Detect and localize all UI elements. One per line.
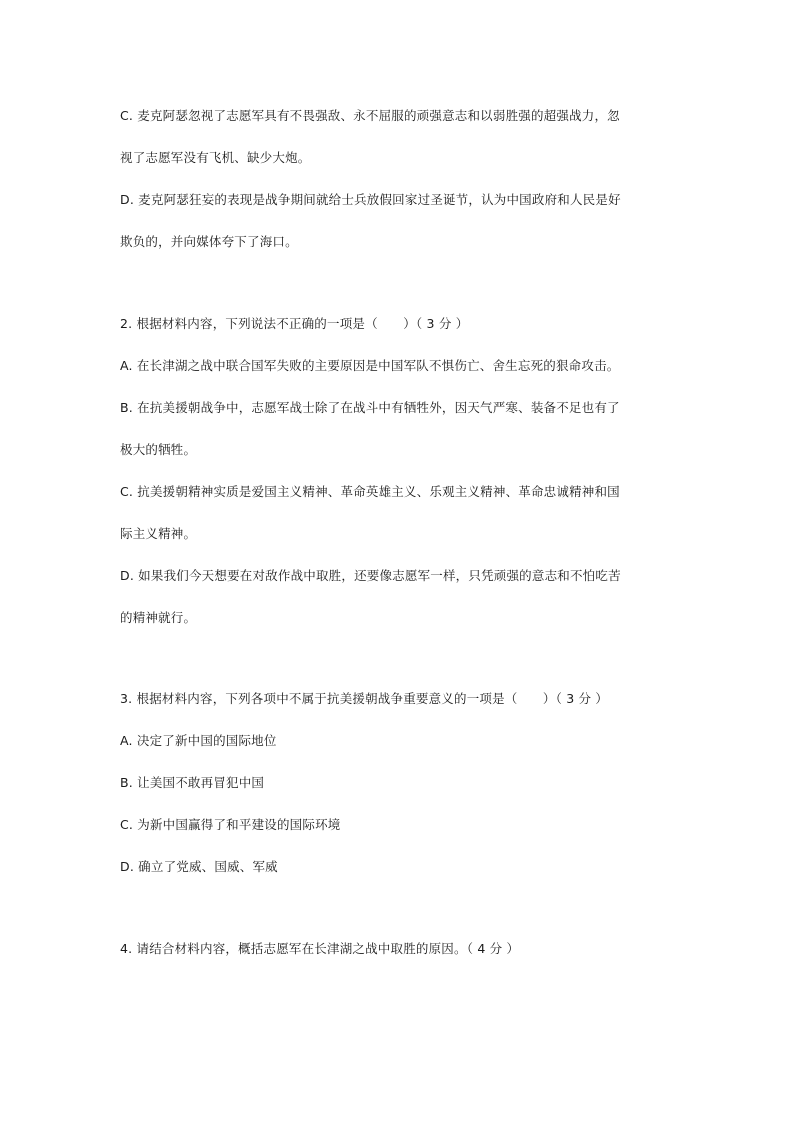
q3-option-d: D. 确立了党威、国威、军威	[120, 859, 278, 874]
q1-option-d-line2: 欺负的，并向媒体夸下了海口。	[120, 234, 298, 249]
q2-option-d-line2: 的精神就行。	[120, 610, 197, 625]
q2-stem: 2. 根据材料内容，下列说法不正确的一项是（ ）（ 3 分 ）	[120, 316, 469, 331]
q3-option-b: B. 让美国不敢再冒犯中国	[120, 775, 265, 790]
q2-option-c-line2: 际主义精神。	[120, 526, 197, 541]
q2-option-b-line1: B. 在抗美援朝战争中，志愿军战士除了在战斗中有牺牲外，因天气严寒、装备不足也有了	[120, 400, 620, 415]
q2-option-b-line2: 极大的牺牲。	[120, 442, 197, 457]
q3-stem: 3. 根据材料内容，下列各项中不属于抗美援朝战争重要意义的一项是（ ）（ 3 分 ）	[120, 691, 609, 706]
q1-option-c-line2: 视了志愿军没有飞机、缺少大炮。	[120, 150, 311, 165]
q3-option-a: A. 决定了新中国的国际地位	[120, 733, 277, 748]
q2-option-d-line1: D. 如果我们今天想要在对敌作战中取胜，还要像志愿军一样，只凭顽强的意志和不怕吃苦	[120, 568, 621, 583]
q1-option-d-line1: D. 麦克阿瑟狂妄的表现是战争期间就给士兵放假回家过圣诞节，认为中国政府和人民是好	[120, 192, 621, 207]
q2-option-a: A. 在长津湖之战中联合国军失败的主要原因是中国军队不惧伤亡、舍生忘死的狠命攻击。	[120, 358, 620, 373]
q4-stem: 4. 请结合材料内容，概括志愿军在长津湖之战中取胜的原因。（ 4 分 ）	[120, 941, 520, 956]
q2-option-c-line1: C. 抗美援朝精神实质是爱国主义精神、革命英雄主义、乐观主义精神、革命忠诚精神和国	[120, 484, 620, 499]
q1-option-c-line1: C. 麦克阿瑟忽视了志愿军具有不畏强敌、永不屈服的顽强意志和以弱胜强的超强战力，忽	[120, 108, 620, 123]
q3-option-c: C. 为新中国赢得了和平建设的国际环境	[120, 817, 341, 832]
